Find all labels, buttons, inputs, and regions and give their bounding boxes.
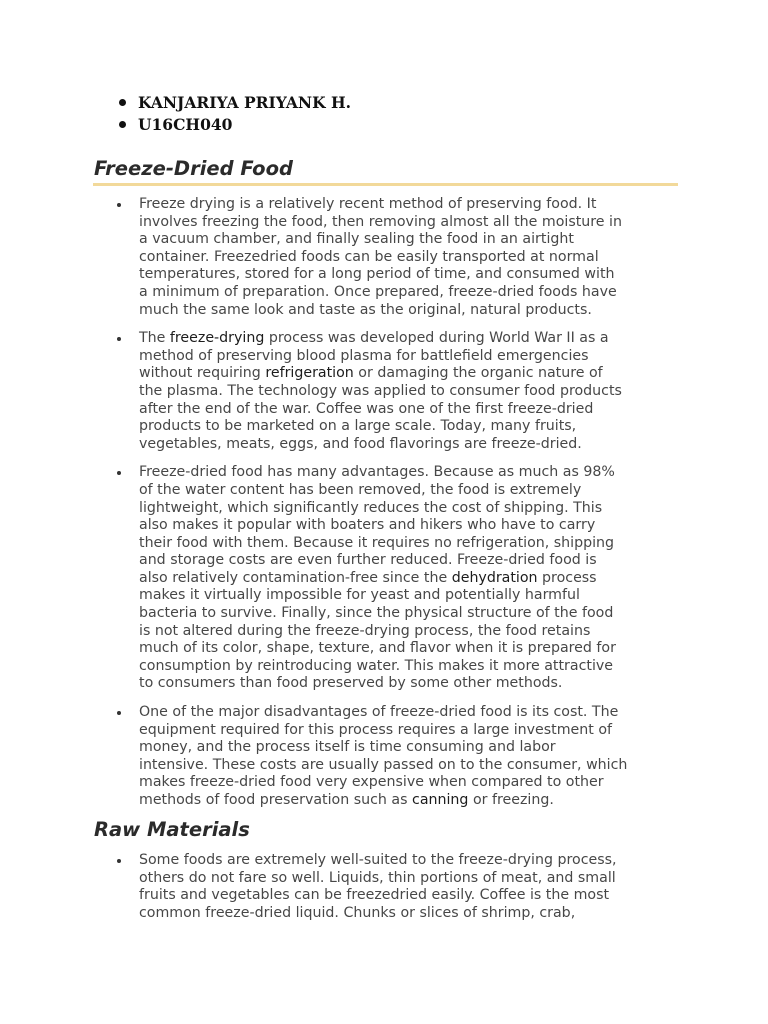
text-run: process	[537, 569, 597, 586]
text-line: of the water content has been removed, the food is extremely	[139, 481, 582, 498]
text-run: or damaging the organic nature of	[353, 365, 603, 382]
text-line: money, and the process itself is time consuming and labor	[139, 739, 556, 756]
text-line: involves freezing the food, then removing almost all the moisture in	[139, 213, 622, 230]
text-line: to consumers than food preserved by some other methods.	[139, 675, 563, 692]
text-line: consumption by reintroducing water. This makes it more attractive	[139, 657, 614, 674]
text-line: equipment required for this process requires a large investment of	[139, 721, 612, 738]
canning-link[interactable]: canning	[412, 792, 469, 808]
text-line: is not altered during the freeze-drying process, the food retains	[139, 622, 591, 639]
text-line: One of the major disadvantages of freeze-dried food is its cost. The	[139, 704, 619, 721]
text-line: Freeze-dried food has many advantages. Because as much as 98%	[139, 464, 615, 481]
text-line: products to be marketed on a large scale. Today, many fruits,	[139, 418, 577, 435]
text-line	[139, 365, 682, 383]
section-heading-freeze-dried-food: Freeze-Dried Food	[94, 157, 293, 180]
text-line: and storage costs are even further reduced. Freeze-dried food is	[139, 552, 597, 569]
text-line: container. Freezedried foods can be easily transported at normal	[139, 248, 599, 265]
text-line: intensive. These costs are usually passed on to the consumer, which	[139, 756, 628, 773]
text-line: the plasma. The technology was applied to consumer food products	[139, 382, 622, 399]
text-line: vegetables, meats, eggs, and food flavorings are freeze-dried.	[139, 435, 582, 452]
refrigeration-link[interactable]: refrigeration	[265, 365, 354, 382]
text-line: their food with them. Because it requires no refrigeration, shipping	[139, 534, 615, 551]
text-line: much of its color, shape, texture, and flavor when it is prepared for	[139, 640, 616, 657]
freeze-drying-link[interactable]: freeze-drying	[169, 330, 265, 347]
author-name: KANJARIYA PRIYANK H.	[116, 92, 351, 114]
text-line: Freeze drying is a relatively recent method of preserving food. It	[139, 196, 597, 212]
text-run: or freezing.	[468, 792, 554, 808]
paragraph-disadvantages	[116, 704, 682, 810]
text-line: much the same look and taste as the original, natural products.	[139, 301, 592, 318]
paragraph-intro	[116, 196, 682, 319]
text-run: also relatively contamination-free since the	[139, 569, 452, 586]
text-line	[139, 330, 682, 348]
text-run: process was developed during World War II as a	[264, 330, 609, 347]
text-run: without requiring	[139, 365, 266, 382]
text-line: bacteria to survive. Finally, since the physical structure of the food	[139, 605, 614, 622]
author-list	[116, 92, 351, 136]
paragraph-advantages	[116, 464, 682, 693]
text-run: The	[139, 330, 170, 347]
text-line: fruits and vegetables can be freezedried easily. Coffee is the most	[139, 887, 610, 904]
text-line: method of preserving blood plasma for battlefield emergencies	[139, 347, 589, 364]
text-line: temperatures, stored for a long period of time, and consumed with	[139, 266, 615, 283]
text-line: a vacuum chamber, and finally sealing the food in an airtight	[139, 231, 574, 248]
text-run: methods of food preservation such as	[139, 792, 413, 808]
text-line: also makes it popular with boaters and hikers who have to carry	[139, 517, 596, 534]
text-line	[139, 792, 682, 810]
text-line: a minimum of preparation. Once prepared, freeze-dried foods have	[139, 283, 617, 300]
paragraph-raw-materials	[116, 852, 682, 922]
text-line: lightweight, which significantly reduces the cost of shipping. This	[139, 499, 603, 516]
paragraph-history	[116, 330, 682, 453]
text-line: after the end of the war. Coffee was one of the first freeze-dried	[139, 400, 594, 417]
raw-materials-list	[116, 852, 682, 933]
heading-underline-rule	[93, 183, 678, 186]
text-line	[139, 570, 682, 588]
freeze-dried-food-list	[116, 196, 682, 821]
student-id: U16CH040	[116, 114, 351, 136]
text-line: makes it virtually impossible for yeast and potentially harmful	[139, 587, 580, 604]
text-line: makes freeze-dried food very expensive when compared to other	[139, 774, 604, 791]
section-heading-raw-materials: Raw Materials	[94, 818, 250, 841]
text-line: Some foods are extremely well-suited to the freeze-drying process,	[139, 852, 617, 868]
text-line: common freeze-dried liquid. Chunks or slices of shrimp, crab,	[139, 904, 576, 921]
text-line: others do not fare so well. Liquids, thin portions of meat, and small	[139, 869, 616, 886]
dehydration-link[interactable]: dehydration	[451, 569, 538, 586]
